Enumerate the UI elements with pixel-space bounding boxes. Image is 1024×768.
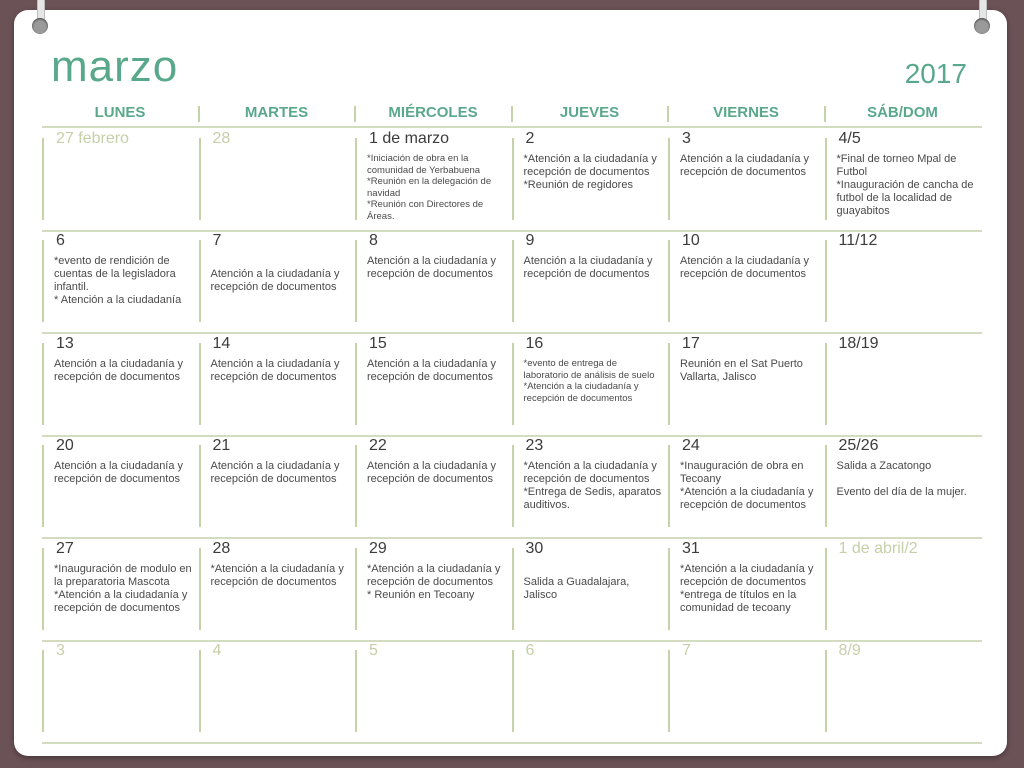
- month-title: marzo: [51, 42, 179, 91]
- day-date: 11/12: [838, 232, 878, 249]
- day-date: 28: [212, 130, 231, 147]
- day-events: *Iniciación de obra en la comunidad de Yerbabuena *Reunión en la delegación de navidad *Reunión con Directores de Áreas.: [367, 153, 492, 222]
- weekday-header: SÁB/DOM: [867, 104, 938, 121]
- day-date: 13: [56, 335, 74, 352]
- day-cell[interactable]: [42, 540, 196, 638]
- day-cell[interactable]: [355, 232, 509, 330]
- day-date: 30: [525, 540, 544, 557]
- day-date: 5: [369, 642, 378, 659]
- day-events: Atención a la ciudadanía y recepción de documentos: [523, 255, 653, 280]
- day-date: 16: [525, 335, 544, 352]
- day-events: Atención a la ciudadanía y recepción de documentos: [54, 358, 184, 383]
- day-events: Reunión en el Sat Puerto Vallarta, Jalisco: [680, 358, 803, 383]
- row-divider: [42, 332, 982, 334]
- day-date: 23: [525, 437, 544, 454]
- day-date: 7: [212, 232, 222, 249]
- year-title: 2017: [904, 58, 967, 89]
- day-cell[interactable]: [512, 437, 666, 535]
- cell-divider: [668, 548, 670, 630]
- day-date: 8/9: [838, 642, 861, 659]
- cell-divider: [42, 445, 44, 527]
- day-events: *Atención a la ciudadanía y recepción de documentos *Reunión de regidores: [523, 153, 657, 191]
- cell-divider: [199, 138, 201, 220]
- day-date: 22: [369, 437, 387, 454]
- cell-divider: [668, 138, 670, 220]
- cell-divider: [668, 650, 670, 732]
- weekday-header: MARTES: [244, 104, 309, 121]
- day-cell[interactable]: [199, 642, 353, 740]
- day-cell[interactable]: [199, 540, 353, 638]
- day-date: 15: [369, 335, 387, 352]
- day-cell[interactable]: [825, 232, 979, 330]
- cell-divider: [42, 343, 44, 425]
- day-events: Atención a la ciudadanía y recepción de documentos: [367, 255, 497, 280]
- day-events: Atención a la ciudadanía y recepción de documentos: [367, 358, 497, 383]
- day-cell[interactable]: [199, 437, 353, 535]
- day-date: 7: [682, 642, 691, 659]
- day-date: 4/5: [838, 130, 861, 147]
- day-date: 21: [212, 437, 231, 454]
- cell-divider: [512, 240, 514, 322]
- day-cell[interactable]: [668, 335, 822, 433]
- day-date: 28: [212, 540, 231, 557]
- day-events: *Atención a la ciudadanía y recepción de documentos * Reunión en Tecoany: [367, 563, 501, 601]
- day-cell[interactable]: [825, 642, 979, 740]
- cell-divider: [199, 343, 201, 425]
- day-cell[interactable]: [355, 130, 509, 228]
- binder-ring-left: [34, 0, 46, 34]
- cell-divider: [42, 138, 44, 220]
- weekday-header: JUEVES: [559, 104, 620, 121]
- day-cell[interactable]: [42, 437, 196, 535]
- cell-divider: [825, 548, 827, 630]
- cell-divider: [199, 445, 201, 527]
- day-cell[interactable]: [668, 642, 822, 740]
- day-events: Atención a la ciudadanía y recepción de documentos: [54, 460, 184, 485]
- header-separator: [511, 106, 513, 122]
- day-cell[interactable]: [512, 130, 666, 228]
- day-cell[interactable]: [199, 130, 353, 228]
- weekday-header: MIÉRCOLES: [388, 104, 478, 121]
- day-cell[interactable]: [668, 437, 822, 535]
- day-date: 27: [56, 540, 74, 557]
- cell-divider: [668, 240, 670, 322]
- day-date: 3: [56, 642, 65, 659]
- day-date: 29: [369, 540, 387, 557]
- day-cell[interactable]: [512, 540, 666, 638]
- day-events: *Atención a la ciudadanía y recepción de documentos: [210, 563, 344, 588]
- header-separator: [667, 106, 669, 122]
- day-date: 24: [682, 437, 700, 454]
- day-events: Salida a Zacatongo Evento del día de la mujer.: [836, 460, 967, 498]
- day-date: 1 de abril/2: [838, 540, 918, 557]
- day-events: Atención a la ciudadanía y recepción de documentos: [367, 460, 497, 485]
- day-cell[interactable]: [668, 232, 822, 330]
- day-date: 6: [525, 642, 535, 659]
- day-date: 18/19: [838, 335, 879, 352]
- day-events: Atención a la ciudadanía y recepción de documentos: [680, 255, 810, 280]
- cell-divider: [42, 650, 44, 732]
- day-date: 8: [369, 232, 378, 249]
- header-separator: [824, 106, 826, 122]
- calendar-page: [14, 10, 1007, 756]
- row-divider: [42, 126, 982, 128]
- day-events: Atención a la ciudadanía y recepción de documentos: [210, 268, 340, 293]
- cell-divider: [199, 548, 201, 630]
- cell-divider: [825, 445, 827, 527]
- day-date: 2: [525, 130, 535, 147]
- day-cell[interactable]: [355, 437, 509, 535]
- day-events: *Final de torneo Mpal de Futbol *Inauguración de cancha de futbol de la localidad de guayabitos: [836, 153, 974, 217]
- day-events: *evento de entrega de laboratorio de análisis de suelo *Atención a la ciudadanía y recepción de documentos: [523, 358, 655, 404]
- day-date: 9: [525, 232, 535, 249]
- day-cell[interactable]: [355, 540, 509, 638]
- day-date: 20: [56, 437, 74, 454]
- cell-divider: [42, 548, 44, 630]
- day-cell[interactable]: [668, 540, 822, 638]
- day-cell[interactable]: [825, 540, 979, 638]
- day-cell[interactable]: [512, 642, 666, 740]
- row-divider: [42, 742, 982, 744]
- header-separator: [354, 106, 356, 122]
- day-events: *Inauguración de modulo en la preparatoria Mascota *Atención a la ciudadanía y recepción de documentos: [54, 563, 192, 614]
- cell-divider: [825, 650, 827, 732]
- day-cell[interactable]: [512, 335, 666, 433]
- day-events: Atención a la ciudadanía y recepción de documentos: [680, 153, 810, 178]
- day-date: 25/26: [838, 437, 879, 454]
- cell-divider: [355, 240, 357, 322]
- weekday-header: LUNES: [94, 104, 146, 121]
- day-events: Atención a la ciudadanía y recepción de documentos: [210, 460, 340, 485]
- day-events: *Atención a la ciudadanía y recepción de documentos *Entrega de Sedis, aparatos auditivos.: [523, 460, 662, 511]
- day-date: 3: [682, 130, 691, 147]
- day-date: 10: [682, 232, 700, 249]
- cell-divider: [512, 650, 514, 732]
- day-events: *Atención a la ciudadanía y recepción de documentos *entrega de títulos en la comunidad de tecoany: [680, 563, 814, 614]
- day-cell[interactable]: [42, 130, 196, 228]
- cell-divider: [512, 445, 514, 527]
- cell-divider: [355, 548, 357, 630]
- day-date: 1 de marzo: [369, 130, 450, 147]
- day-date: 6: [56, 232, 65, 249]
- day-date: 17: [682, 335, 700, 352]
- cell-divider: [355, 650, 357, 732]
- day-date: 31: [682, 540, 700, 557]
- binder-ring-right: [976, 0, 988, 34]
- day-date: 4: [212, 642, 222, 659]
- day-cell[interactable]: [825, 335, 979, 433]
- weekday-header: VIERNES: [713, 104, 779, 121]
- cell-divider: [199, 240, 201, 322]
- cell-divider: [512, 138, 514, 220]
- cell-divider: [825, 240, 827, 322]
- day-cell[interactable]: [825, 437, 979, 535]
- day-cell[interactable]: [199, 232, 353, 330]
- day-events: Salida a Guadalajara, Jalisco: [523, 576, 630, 601]
- day-cell[interactable]: [42, 335, 196, 433]
- day-cell[interactable]: [825, 130, 979, 228]
- weekday-header-row: [42, 104, 982, 126]
- day-events: Atención a la ciudadanía y recepción de documentos: [210, 358, 340, 383]
- day-cell[interactable]: [355, 642, 509, 740]
- day-events: *evento de rendición de cuentas de la legisladora infantil. * Atención a la ciudadanía: [54, 255, 182, 306]
- day-date: 27 febrero: [56, 130, 129, 147]
- day-cell[interactable]: [42, 232, 196, 330]
- cell-divider: [355, 138, 357, 220]
- cell-divider: [355, 445, 357, 527]
- cell-divider: [512, 548, 514, 630]
- day-events: *Inauguración de obra en Tecoany *Atención a la ciudadanía y recepción de documentos: [680, 460, 814, 511]
- day-cell[interactable]: [199, 335, 353, 433]
- day-cell[interactable]: [42, 642, 196, 740]
- cell-divider: [668, 343, 670, 425]
- day-cell[interactable]: [355, 335, 509, 433]
- day-cell[interactable]: [668, 130, 822, 228]
- cell-divider: [512, 343, 514, 425]
- cell-divider: [355, 343, 357, 425]
- cell-divider: [668, 445, 670, 527]
- cell-divider: [825, 138, 827, 220]
- cell-divider: [199, 650, 201, 732]
- day-date: 14: [212, 335, 231, 352]
- cell-divider: [825, 343, 827, 425]
- header-separator: [198, 106, 200, 122]
- day-cell[interactable]: [512, 232, 666, 330]
- row-divider: [42, 537, 982, 539]
- cell-divider: [42, 240, 44, 322]
